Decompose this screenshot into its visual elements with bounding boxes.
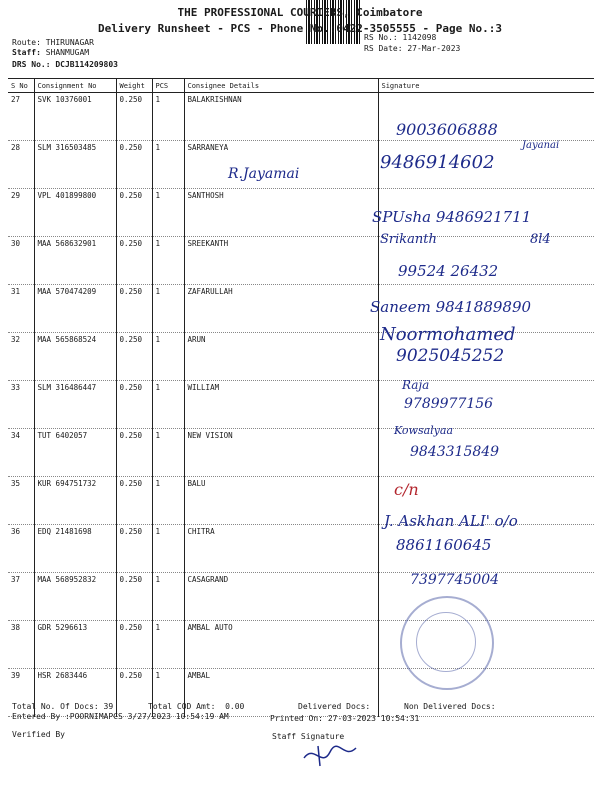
cell-weight: 0.250 bbox=[116, 429, 152, 477]
cell-weight: 0.250 bbox=[116, 237, 152, 285]
cell-weight: 0.250 bbox=[116, 285, 152, 333]
cell-pcs: 1 bbox=[152, 189, 184, 237]
verified-by-label: Verified By bbox=[12, 730, 65, 739]
cell-consignee: SREEKANTH bbox=[184, 237, 378, 285]
company-stamp-inner bbox=[416, 612, 476, 672]
cell-pcs: 1 bbox=[152, 237, 184, 285]
cell-consignment: MAA 565868524 bbox=[34, 333, 116, 381]
cell-consignment: MAA 570474209 bbox=[34, 285, 116, 333]
table-row bbox=[8, 237, 594, 285]
cell-weight: 0.250 bbox=[116, 333, 152, 381]
cell-consignee: ARUN bbox=[184, 333, 378, 381]
handwritten-signature: Raja bbox=[402, 378, 430, 392]
cell-pcs: 1 bbox=[152, 333, 184, 381]
handwritten-signature: 9486914602 bbox=[380, 152, 495, 173]
cell-weight: 0.250 bbox=[116, 141, 152, 189]
table-row bbox=[8, 381, 594, 429]
cell-pcs: 1 bbox=[152, 141, 184, 189]
entered-by: Entered By :POORNIMAPCS 3/27/2023 10:54:19 AM bbox=[12, 712, 229, 721]
table-row bbox=[8, 141, 594, 189]
cell-consignee: SARRANEYA bbox=[184, 141, 378, 189]
cell-consignment: SVK 10376001 bbox=[34, 93, 116, 141]
cell-consignee: AMBAL AUTO bbox=[184, 621, 378, 669]
table-row bbox=[8, 621, 594, 669]
handwritten-signature: 99524 26432 bbox=[398, 262, 499, 280]
col-consignee: Consignee Details bbox=[184, 79, 378, 93]
cell-sno: 35 bbox=[8, 477, 34, 525]
col-pcs: PCS bbox=[152, 79, 184, 93]
cell-consignment: GDR 5296613 bbox=[34, 621, 116, 669]
cell-pcs: 1 bbox=[152, 477, 184, 525]
cell-pcs: 1 bbox=[152, 429, 184, 477]
handwritten-signature: J. Askhan ALI' o/o bbox=[384, 512, 518, 530]
cell-consignment: MAA 568952832 bbox=[34, 573, 116, 621]
handwritten-signature: SPUsha 9486921711 bbox=[372, 208, 532, 226]
handwritten-signature: 9003606888 bbox=[396, 120, 498, 139]
cell-consignment: HSR 2683446 bbox=[34, 669, 116, 717]
col-sno: S No bbox=[8, 79, 34, 93]
company-title: THE PROFESSIONAL COURIERS, Coimbatore bbox=[177, 6, 423, 19]
cell-consignment: SLM 316503485 bbox=[34, 141, 116, 189]
handwritten-signature: 9789977156 bbox=[404, 396, 494, 412]
handwritten-signature: Srikanth bbox=[380, 232, 437, 247]
cell-weight: 0.250 bbox=[116, 477, 152, 525]
cell-sno: 32 bbox=[8, 333, 34, 381]
cell-consignment: KUR 694751732 bbox=[34, 477, 116, 525]
total-cod: Total COD Amt: 0.00 bbox=[148, 702, 245, 711]
cell-consignment: SLM 316486447 bbox=[34, 381, 116, 429]
table-header-row bbox=[8, 79, 594, 93]
route-line: Route: THIRUNAGAR bbox=[12, 38, 94, 47]
cell-sno: 29 bbox=[8, 189, 34, 237]
cell-sno: 38 bbox=[8, 621, 34, 669]
rs-no-line: RS No.: 1142098 bbox=[364, 33, 437, 42]
cell-consignee: SANTHOSH bbox=[184, 189, 378, 237]
handwritten-signature: 9025045252 bbox=[396, 346, 505, 366]
cell-weight: 0.250 bbox=[116, 189, 152, 237]
cell-consignment: TUT 6402057 bbox=[34, 429, 116, 477]
runsheet-subtitle: Delivery Runsheet - PCS - Phone No.:0422-3505555 - Page No.:3 bbox=[98, 22, 502, 35]
delivered-docs: Delivered Docs: bbox=[298, 702, 371, 711]
cell-weight: 0.250 bbox=[116, 525, 152, 573]
staff-signature-scribble bbox=[300, 740, 360, 770]
col-signature: Signature bbox=[378, 79, 594, 93]
cell-sno: 27 bbox=[8, 93, 34, 141]
col-consignment: Consignment No bbox=[34, 79, 116, 93]
total-docs: Total No. Of Docs: 39 bbox=[12, 702, 114, 711]
cell-consignee: WILLIAM bbox=[184, 381, 378, 429]
cell-weight: 0.250 bbox=[116, 381, 152, 429]
cell-consignee: BALAKRISHNAN bbox=[184, 93, 378, 141]
handwritten-signature: 9843315849 bbox=[410, 444, 500, 460]
cell-weight: 0.250 bbox=[116, 621, 152, 669]
cell-consignment: MAA 568632901 bbox=[34, 237, 116, 285]
non-delivered-docs: Non Delivered Docs: bbox=[404, 702, 496, 711]
cell-sno: 34 bbox=[8, 429, 34, 477]
cell-pcs: 1 bbox=[152, 621, 184, 669]
cell-consignment: VPL 401899800 bbox=[34, 189, 116, 237]
cell-consignee: CASAGRAND bbox=[184, 573, 378, 621]
handwritten-signature: 7397745004 bbox=[410, 572, 500, 588]
table-row bbox=[8, 573, 594, 621]
cell-consignee: ZAFARULLAH bbox=[184, 285, 378, 333]
cell-sno: 28 bbox=[8, 141, 34, 189]
cell-sno: 39 bbox=[8, 669, 34, 717]
printed-on: Printed On: 27-03-2023 10:54:31 bbox=[270, 714, 420, 723]
handwritten-signature: R.Jayamai bbox=[228, 166, 300, 182]
handwritten-signature: Jayanai bbox=[522, 140, 560, 151]
handwritten-signature: Noormohamed bbox=[380, 324, 516, 345]
rs-date-line: RS Date: 27-Mar-2023 bbox=[364, 44, 461, 53]
cell-weight: 0.250 bbox=[116, 669, 152, 717]
staff-line: Staff: SHANMUGAM bbox=[12, 48, 90, 57]
cell-sno: 36 bbox=[8, 525, 34, 573]
cell-consignee: CHITRA bbox=[184, 525, 378, 573]
staff-signature-label: Staff Signature bbox=[272, 732, 345, 741]
handwritten-signature: Saneem 9841889890 bbox=[370, 298, 532, 316]
table-row bbox=[8, 93, 594, 141]
cell-pcs: 1 bbox=[152, 669, 184, 717]
cell-consignment: EDQ 21481698 bbox=[34, 525, 116, 573]
col-weight: Weight bbox=[116, 79, 152, 93]
handwritten-signature: Kowsalyaa bbox=[394, 424, 454, 437]
cell-pcs: 1 bbox=[152, 93, 184, 141]
cell-sno: 37 bbox=[8, 573, 34, 621]
cell-pcs: 1 bbox=[152, 573, 184, 621]
cell-sno: 30 bbox=[8, 237, 34, 285]
cell-weight: 0.250 bbox=[116, 573, 152, 621]
table-row bbox=[8, 525, 594, 573]
cell-sno: 33 bbox=[8, 381, 34, 429]
cell-consignee: NEW VISION bbox=[184, 429, 378, 477]
handwritten-signature: 8861160645 bbox=[396, 536, 492, 554]
cell-pcs: 1 bbox=[152, 525, 184, 573]
handwritten-signature: 8l4 bbox=[530, 232, 551, 247]
cell-pcs: 1 bbox=[152, 285, 184, 333]
handwritten-signature: c/n bbox=[394, 480, 419, 499]
table-row bbox=[8, 429, 594, 477]
cell-weight: 0.250 bbox=[116, 93, 152, 141]
cell-consignee: AMBAL bbox=[184, 669, 378, 717]
cell-pcs: 1 bbox=[152, 381, 184, 429]
runsheet-table bbox=[8, 78, 594, 717]
cell-sno: 31 bbox=[8, 285, 34, 333]
drs-line: DRS No.: DCJB114209803 bbox=[12, 60, 118, 69]
cell-consignee: BALU bbox=[184, 477, 378, 525]
